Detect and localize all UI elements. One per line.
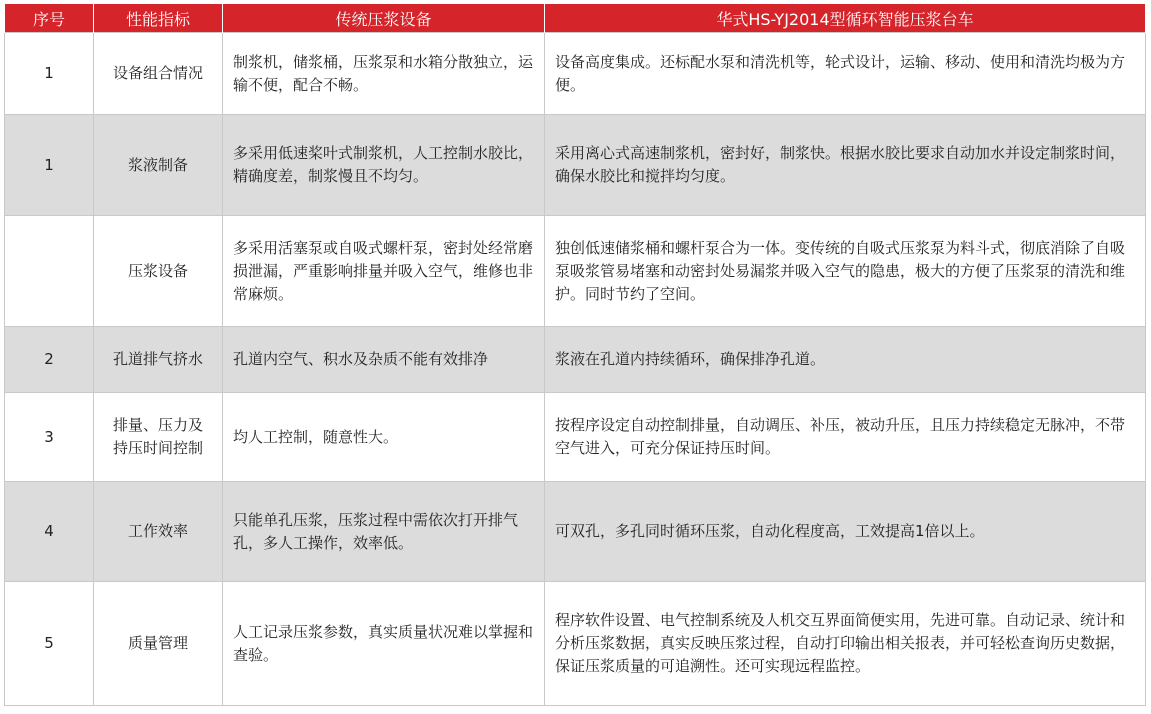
row-index: 5 — [5, 582, 94, 706]
row-index: 4 — [5, 482, 94, 582]
row-metric: 设备组合情况 — [94, 33, 223, 115]
table-row — [5, 482, 1146, 582]
row-index: 1 — [5, 33, 94, 115]
row-traditional: 多采用活塞泵或自吸式螺杆泵，密封处经常磨损泄漏，严重影响排量并吸入空气，维修也非常麻烦。 — [223, 216, 545, 327]
row-metric: 工作效率 — [94, 482, 223, 582]
table-header-row — [5, 4, 1146, 33]
comparison-table-wrapper — [4, 4, 1145, 706]
row-traditional: 均人工控制，随意性大。 — [223, 393, 545, 482]
row-index: 2 — [5, 327, 94, 393]
table-row — [5, 393, 1146, 482]
row-metric: 孔道排气挤水 — [94, 327, 223, 393]
row-index: 1 — [5, 115, 94, 216]
row-smart: 采用离心式高速制浆机，密封好，制浆快。根据水胶比要求自动加水并设定制浆时间，确保水胶比和搅拌均匀度。 — [545, 115, 1146, 216]
row-traditional: 多采用低速桨叶式制浆机，人工控制水胶比，精确度差，制浆慢且不均匀。 — [223, 115, 545, 216]
table-row — [5, 216, 1146, 327]
row-smart: 浆液在孔道内持续循环，确保排净孔道。 — [545, 327, 1146, 393]
row-smart: 可双孔，多孔同时循环压浆，自动化程度高，工效提高1倍以上。 — [545, 482, 1146, 582]
row-traditional: 孔道内空气、积水及杂质不能有效排净 — [223, 327, 545, 393]
row-traditional: 制浆机，储浆桶，压浆泵和水箱分散独立，运输不便，配合不畅。 — [223, 33, 545, 115]
row-smart: 按程序设定自动控制排量，自动调压、补压，被动升压，且压力持续稳定无脉冲，不带空气进入，可充分保证持压时间。 — [545, 393, 1146, 482]
header-smart-cart: 华式HS-YJ2014型循环智能压浆台车 — [545, 4, 1146, 33]
comparison-table — [4, 4, 1146, 706]
row-index — [5, 216, 94, 327]
header-index: 序号 — [5, 4, 94, 33]
row-smart: 设备高度集成。还标配水泵和清洗机等，轮式设计，运输、移动、使用和清洗均极为方便。 — [545, 33, 1146, 115]
table-row — [5, 33, 1146, 115]
row-metric: 质量管理 — [94, 582, 223, 706]
table-row — [5, 327, 1146, 393]
row-traditional: 人工记录压浆参数，真实质量状况难以掌握和查验。 — [223, 582, 545, 706]
row-smart: 独创低速储浆桶和螺杆泵合为一体。变传统的自吸式压浆泵为料斗式，彻底消除了自吸泵吸浆管易堵塞和动密封处易漏浆并吸入空气的隐患，极大的方便了压浆泵的清洗和维护。同时节约了空间。 — [545, 216, 1146, 327]
row-traditional: 只能单孔压浆，压浆过程中需依次打开排气孔，多人工操作，效率低。 — [223, 482, 545, 582]
row-smart: 程序软件设置、电气控制系统及人机交互界面简便实用，先进可靠。自动记录、统计和分析压浆数据，真实反映压浆过程，自动打印输出相关报表，并可轻松查询历史数据，保证压浆质量的可追溯性。还可实现远程监控。 — [545, 582, 1146, 706]
header-traditional: 传统压浆设备 — [223, 4, 545, 33]
row-index: 3 — [5, 393, 94, 482]
row-metric: 浆液制备 — [94, 115, 223, 216]
table-row — [5, 582, 1146, 706]
row-metric: 排量、压力及持压时间控制 — [94, 393, 223, 482]
header-metric: 性能指标 — [94, 4, 223, 33]
row-metric: 压浆设备 — [94, 216, 223, 327]
table-row — [5, 115, 1146, 216]
